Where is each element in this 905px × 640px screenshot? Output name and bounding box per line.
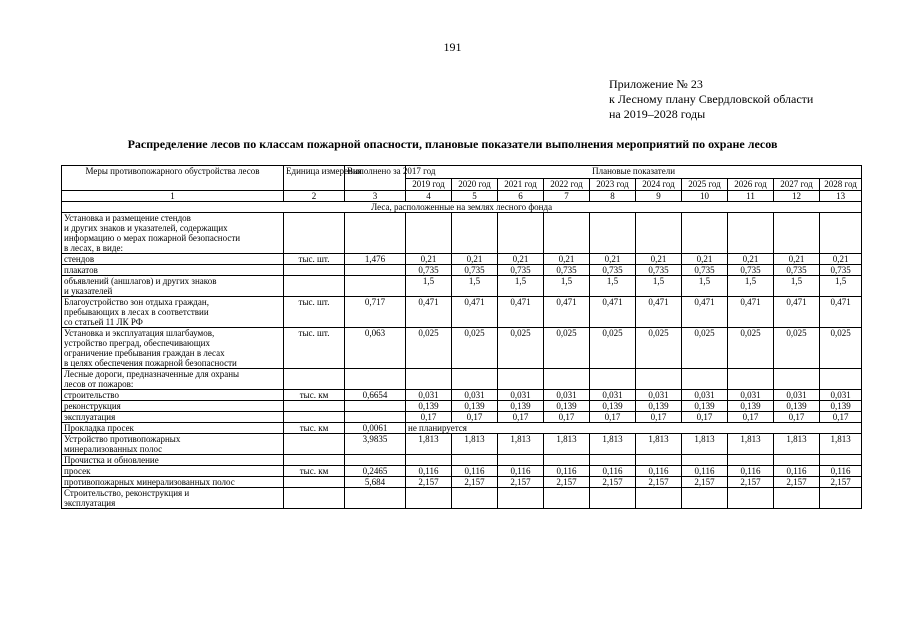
plan-value-cell: 0,139 (590, 401, 636, 412)
plan-value-cell: 0,116 (682, 466, 728, 477)
plan-value-cell (452, 369, 498, 390)
column-numbers-row (62, 191, 862, 202)
unit-cell (284, 213, 345, 254)
plan-value-cell (406, 369, 452, 390)
column-number: 8 (590, 191, 636, 202)
plan-value-cell: 0,025 (590, 328, 636, 369)
done-2017-cell (345, 412, 406, 423)
plan-value-cell (820, 488, 862, 509)
plan-value-cell (452, 455, 498, 466)
table-row (62, 434, 862, 455)
plan-value-cell (728, 369, 774, 390)
done-2017-cell (345, 265, 406, 276)
plan-value-cell: 1,5 (452, 276, 498, 297)
plan-value-cell: 1,5 (682, 276, 728, 297)
plan-value-cell: 1,813 (498, 434, 544, 455)
plan-value-cell (452, 213, 498, 254)
unit-cell (284, 401, 345, 412)
measure-cell: строительство (62, 390, 284, 401)
appendix-line-3: на 2019–2028 годы (609, 107, 706, 121)
header-measures: Меры противопожарного обустройства лесов (62, 166, 284, 191)
plan-value-cell: 0,17 (820, 412, 862, 423)
plan-value-cell (820, 213, 862, 254)
plan-value-cell: 0,116 (406, 466, 452, 477)
plan-value-cell: 0,21 (774, 254, 820, 265)
plan-value-cell: 0,139 (820, 401, 862, 412)
plan-value-cell: 0,735 (636, 265, 682, 276)
plan-value-cell (406, 455, 452, 466)
plan-value-cell: 0,116 (728, 466, 774, 477)
plan-value-cell: 0,031 (820, 390, 862, 401)
plan-value-cell: 2,157 (636, 477, 682, 488)
plan-value-cell: 0,17 (590, 412, 636, 423)
plan-value-cell: 0,735 (406, 265, 452, 276)
plan-value-cell: 0,735 (820, 265, 862, 276)
plan-value-cell: 0,21 (820, 254, 862, 265)
plan-value-cell (820, 369, 862, 390)
plan-value-cell: 0,17 (682, 412, 728, 423)
plan-value-cell: 0,471 (728, 297, 774, 328)
done-2017-cell: 5,684 (345, 477, 406, 488)
plan-value-cell: 1,5 (406, 276, 452, 297)
plan-value-cell: 2,157 (774, 477, 820, 488)
unit-cell (284, 477, 345, 488)
plan-value-cell: 0,735 (728, 265, 774, 276)
plan-value-cell: 2,157 (590, 477, 636, 488)
plan-value-cell (544, 213, 590, 254)
header-year: 2021 год (498, 179, 544, 191)
plan-note-cell: не планируется (406, 423, 862, 434)
unit-cell (284, 488, 345, 509)
plan-value-cell: 2,157 (682, 477, 728, 488)
plan-value-cell: 0,471 (406, 297, 452, 328)
plan-value-cell: 0,116 (544, 466, 590, 477)
plan-value-cell: 0,031 (774, 390, 820, 401)
table-row (62, 488, 862, 509)
table-row (62, 265, 862, 276)
table-row (62, 401, 862, 412)
plan-value-cell: 0,471 (544, 297, 590, 328)
plan-value-cell (406, 213, 452, 254)
table-row (62, 455, 862, 466)
plan-value-cell: 1,813 (590, 434, 636, 455)
table-row (62, 466, 862, 477)
header-year: 2019 год (406, 179, 452, 191)
unit-cell: тыс. км (284, 466, 345, 477)
plan-value-cell: 1,5 (774, 276, 820, 297)
table-row (62, 390, 862, 401)
plan-value-cell (774, 488, 820, 509)
column-number: 7 (544, 191, 590, 202)
column-number: 3 (345, 191, 406, 202)
measure-cell: Прочистка и обновление (62, 455, 284, 466)
plan-value-cell: 0,025 (452, 328, 498, 369)
column-number: 12 (774, 191, 820, 202)
table-row (62, 297, 862, 328)
plan-value-cell: 0,025 (820, 328, 862, 369)
document-title: Распределение лесов по классам пожарной опасности, плановые показатели выполнения мероприятий по охране лесов (127, 137, 778, 151)
measure-cell: объявлений (аншлагов) и других знаков и указателей (62, 276, 284, 297)
plan-value-cell: 1,5 (590, 276, 636, 297)
measure-cell: плакатов (62, 265, 284, 276)
header-year: 2027 год (774, 179, 820, 191)
plan-value-cell: 0,735 (682, 265, 728, 276)
plan-value-cell (452, 488, 498, 509)
plan-value-cell: 0,17 (636, 412, 682, 423)
unit-cell (284, 276, 345, 297)
plan-value-cell (406, 488, 452, 509)
plan-value-cell: 0,17 (452, 412, 498, 423)
plan-value-cell: 1,813 (452, 434, 498, 455)
column-number: 5 (452, 191, 498, 202)
header-year: 2028 год (820, 179, 862, 191)
done-2017-cell (345, 401, 406, 412)
plan-value-cell: 0,025 (544, 328, 590, 369)
plan-value-cell: 0,116 (774, 466, 820, 477)
measure-cell: стендов (62, 254, 284, 265)
plan-value-cell (544, 455, 590, 466)
plan-value-cell: 0,471 (636, 297, 682, 328)
table-row (62, 369, 862, 390)
plan-value-cell: 2,157 (498, 477, 544, 488)
plan-value-cell: 0,139 (728, 401, 774, 412)
plan-value-cell (682, 488, 728, 509)
plan-value-cell: 0,139 (498, 401, 544, 412)
plan-value-cell (774, 455, 820, 466)
table-row (62, 412, 862, 423)
plan-value-cell: 1,5 (636, 276, 682, 297)
plan-value-cell: 1,813 (544, 434, 590, 455)
done-2017-cell: 0,2465 (345, 466, 406, 477)
unit-cell: тыс. км (284, 390, 345, 401)
table-row (62, 276, 862, 297)
table-row (62, 254, 862, 265)
header-planned: Плановые показатели (406, 166, 862, 179)
plan-value-cell: 0,21 (636, 254, 682, 265)
plan-value-cell: 0,031 (406, 390, 452, 401)
plan-value-cell: 1,813 (820, 434, 862, 455)
header-done-2017: Выполнено за 2017 год (345, 166, 406, 191)
done-2017-cell (345, 369, 406, 390)
header-year: 2022 год (544, 179, 590, 191)
column-number: 4 (406, 191, 452, 202)
plan-value-cell: 0,025 (406, 328, 452, 369)
header-year: 2024 год (636, 179, 682, 191)
plan-value-cell: 1,813 (636, 434, 682, 455)
measure-cell: Лесные дороги, предназначенные для охраны лесов от пожаров: (62, 369, 284, 390)
appendix-note (609, 77, 813, 122)
unit-cell: тыс. шт. (284, 254, 345, 265)
plan-value-cell: 0,031 (590, 390, 636, 401)
plan-value-cell: 0,735 (498, 265, 544, 276)
unit-cell (284, 265, 345, 276)
unit-cell: тыс. шт. (284, 328, 345, 369)
plan-value-cell (590, 455, 636, 466)
header-year: 2023 год (590, 179, 636, 191)
plan-value-cell: 1,5 (728, 276, 774, 297)
measure-cell: Строительство, реконструкция и эксплуатация (62, 488, 284, 509)
header-year: 2025 год (682, 179, 728, 191)
unit-cell (284, 455, 345, 466)
plan-value-cell (728, 455, 774, 466)
plan-value-cell: 0,21 (590, 254, 636, 265)
plan-value-cell: 2,157 (406, 477, 452, 488)
plan-value-cell: 0,139 (682, 401, 728, 412)
plan-value-cell (820, 455, 862, 466)
plan-value-cell: 0,025 (682, 328, 728, 369)
plan-value-cell: 0,025 (636, 328, 682, 369)
plan-value-cell: 0,139 (544, 401, 590, 412)
unit-cell: тыс. шт. (284, 297, 345, 328)
done-2017-cell (345, 276, 406, 297)
plan-value-cell: 0,139 (636, 401, 682, 412)
plan-value-cell: 0,139 (406, 401, 452, 412)
plan-value-cell: 2,157 (728, 477, 774, 488)
appendix-line-1: Приложение № 23 (609, 77, 703, 91)
plan-value-cell: 0,735 (544, 265, 590, 276)
plan-value-cell (682, 369, 728, 390)
plan-value-cell: 0,116 (820, 466, 862, 477)
plan-value-cell (498, 369, 544, 390)
plan-value-cell: 0,471 (774, 297, 820, 328)
plan-value-cell: 0,031 (452, 390, 498, 401)
plan-value-cell: 1,5 (544, 276, 590, 297)
plan-table (61, 165, 862, 509)
table-row (62, 328, 862, 369)
plan-value-cell (590, 488, 636, 509)
measure-cell: реконструкция (62, 401, 284, 412)
done-2017-cell: 0,063 (345, 328, 406, 369)
plan-value-cell: 0,21 (498, 254, 544, 265)
plan-value-cell: 1,813 (682, 434, 728, 455)
plan-value-cell (682, 213, 728, 254)
plan-value-cell (636, 213, 682, 254)
plan-value-cell: 0,025 (498, 328, 544, 369)
measure-cell: противопожарных минерализованных полос (62, 477, 284, 488)
plan-value-cell (636, 369, 682, 390)
plan-value-cell: 1,813 (728, 434, 774, 455)
plan-value-cell: 0,031 (636, 390, 682, 401)
column-number: 11 (728, 191, 774, 202)
plan-value-cell (774, 369, 820, 390)
done-2017-cell (345, 488, 406, 509)
plan-value-cell: 0,735 (452, 265, 498, 276)
plan-value-cell: 0,116 (498, 466, 544, 477)
plan-value-cell (728, 488, 774, 509)
plan-value-cell: 0,116 (636, 466, 682, 477)
unit-cell (284, 412, 345, 423)
unit-cell: тыс. км (284, 423, 345, 434)
plan-value-cell (544, 488, 590, 509)
column-number: 1 (62, 191, 284, 202)
measure-cell: Установка и размещение стендов и других знаков и указателей, содержащих информацию о мерах пожарной безопасности в лесах, в виде: (62, 213, 284, 254)
plan-value-cell: 0,025 (774, 328, 820, 369)
measure-cell: эксплуатация (62, 412, 284, 423)
section-row (62, 202, 862, 213)
plan-value-cell: 0,17 (406, 412, 452, 423)
plan-value-cell (544, 369, 590, 390)
plan-value-cell: 0,031 (544, 390, 590, 401)
plan-value-cell: 0,025 (728, 328, 774, 369)
plan-value-cell: 2,157 (452, 477, 498, 488)
plan-value-cell: 0,17 (728, 412, 774, 423)
plan-value-cell: 1,5 (820, 276, 862, 297)
plan-value-cell (498, 213, 544, 254)
plan-value-cell: 0,735 (590, 265, 636, 276)
plan-value-cell: 0,031 (498, 390, 544, 401)
plan-value-cell: 0,21 (406, 254, 452, 265)
plan-value-cell: 0,471 (590, 297, 636, 328)
header-unit: Единица измерения (284, 166, 345, 191)
plan-value-cell (682, 455, 728, 466)
plan-value-cell: 0,116 (590, 466, 636, 477)
plan-value-cell: 0,21 (728, 254, 774, 265)
column-number: 6 (498, 191, 544, 202)
page-number: 191 (443, 40, 462, 54)
plan-value-cell: 0,139 (452, 401, 498, 412)
plan-value-cell: 1,813 (406, 434, 452, 455)
plan-value-cell: 0,471 (682, 297, 728, 328)
plan-value-cell (498, 455, 544, 466)
done-2017-cell: 3,9835 (345, 434, 406, 455)
plan-value-cell: 0,17 (774, 412, 820, 423)
measure-cell: Прокладка просек (62, 423, 284, 434)
table-row (62, 423, 862, 434)
plan-value-cell: 0,21 (452, 254, 498, 265)
plan-value-cell (774, 213, 820, 254)
section-title: Леса, расположенные на землях лесного фонда (62, 202, 862, 213)
plan-value-cell (636, 488, 682, 509)
done-2017-cell: 0,717 (345, 297, 406, 328)
unit-cell (284, 434, 345, 455)
plan-value-cell: 0,471 (452, 297, 498, 328)
plan-value-cell: 0,031 (728, 390, 774, 401)
plan-value-cell: 0,471 (498, 297, 544, 328)
done-2017-cell (345, 213, 406, 254)
plan-value-cell: 0,17 (544, 412, 590, 423)
plan-value-cell: 0,116 (452, 466, 498, 477)
plan-value-cell (728, 213, 774, 254)
plan-value-cell: 0,031 (682, 390, 728, 401)
header-row (62, 166, 862, 179)
plan-value-cell: 0,17 (498, 412, 544, 423)
plan-value-cell: 0,735 (774, 265, 820, 276)
measure-cell: Установка и эксплуатация шлагбаумов, устройство преград, обеспечивающих ограничение пребывания граждан в лесах в целях обеспечения пожарной безопасности (62, 328, 284, 369)
appendix-line-2: к Лесному плану Свердловской области (609, 92, 814, 106)
plan-value-cell (590, 213, 636, 254)
done-2017-cell: 0,0061 (345, 423, 406, 434)
plan-value-cell: 0,21 (544, 254, 590, 265)
measure-cell: Благоустройство зон отдыха граждан, пребывающих в лесах в соответствии со статьей 11 ЛК РФ (62, 297, 284, 328)
plan-value-cell: 0,471 (820, 297, 862, 328)
table-row (62, 477, 862, 488)
measure-cell: просек (62, 466, 284, 477)
plan-value-cell: 1,813 (774, 434, 820, 455)
plan-value-cell (498, 488, 544, 509)
plan-value-cell: 0,21 (682, 254, 728, 265)
column-number: 9 (636, 191, 682, 202)
column-number: 13 (820, 191, 862, 202)
table-row (62, 213, 862, 254)
plan-value-cell (590, 369, 636, 390)
header-year: 2020 год (452, 179, 498, 191)
header-year: 2026 год (728, 179, 774, 191)
column-number: 2 (284, 191, 345, 202)
plan-value-cell: 1,5 (498, 276, 544, 297)
done-2017-cell: 0,6654 (345, 390, 406, 401)
plan-value-cell: 2,157 (820, 477, 862, 488)
plan-value-cell: 2,157 (544, 477, 590, 488)
plan-value-cell (636, 455, 682, 466)
column-number: 10 (682, 191, 728, 202)
unit-cell (284, 369, 345, 390)
measure-cell: Устройство противопожарных минерализованных полос (62, 434, 284, 455)
done-2017-cell (345, 455, 406, 466)
plan-value-cell: 0,139 (774, 401, 820, 412)
done-2017-cell: 1,476 (345, 254, 406, 265)
